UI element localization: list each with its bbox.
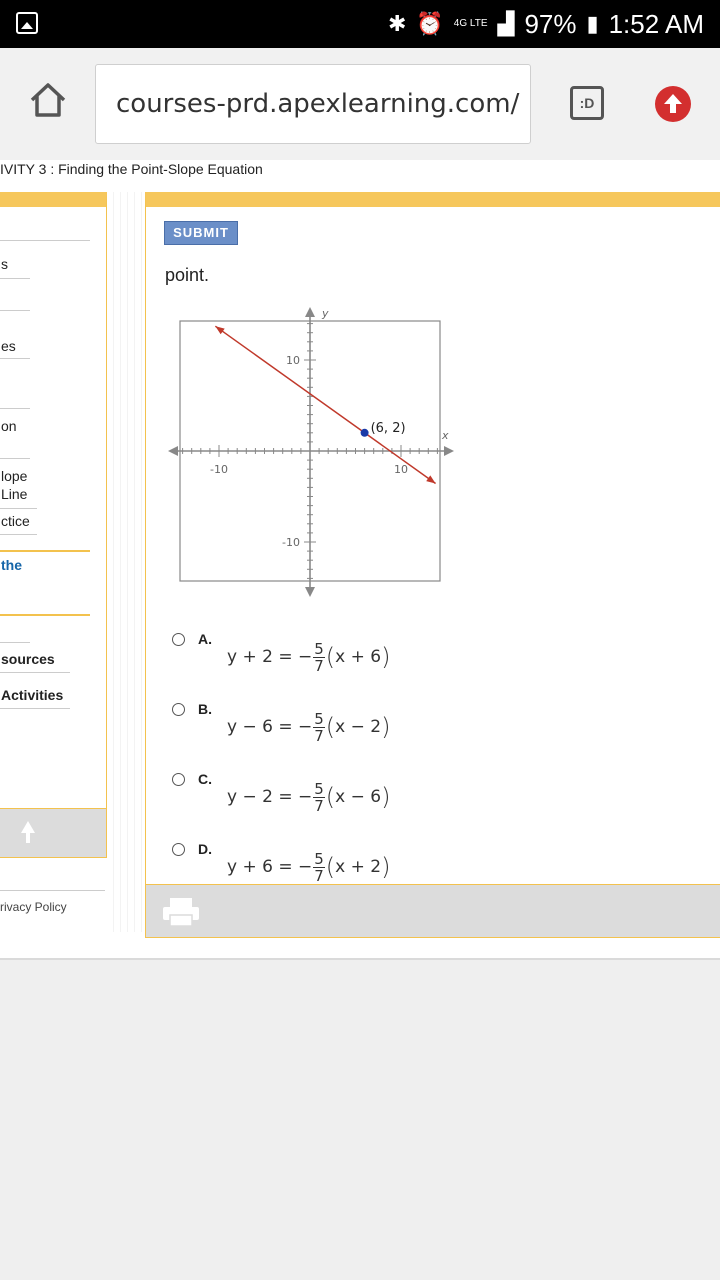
sidebar-item[interactable]: s [1,256,8,272]
clock: 1:52 AM [608,8,704,39]
status-bar [0,0,720,48]
home-icon[interactable] [28,80,68,120]
fraction-denominator: 7 [314,656,324,675]
option-letter: D. [198,841,212,857]
option-equation: y + 2 = − $\frac{5}{7}$ ( x + 6 ) [227,639,391,675]
sidebar-item-active[interactable]: the [1,557,22,573]
tabs-button[interactable]: :D [570,86,604,120]
question-panel [145,192,720,938]
eq-lhs: y − 2 = − [227,787,313,807]
fraction [313,851,325,884]
fraction [313,711,325,744]
y-tick-label: 10 [286,354,300,367]
option-equation: y − 6 = − $\frac{5}{7}$ ( x − 2 ) [227,709,391,745]
radio-button[interactable] [172,633,185,646]
x-tick-label: 10 [394,463,408,476]
radio-button[interactable] [172,843,185,856]
browser-toolbar [0,48,720,160]
eq-lhs: y + 2 = − [227,647,313,667]
layout-grid-background [107,192,145,932]
battery-percent: 97% [524,8,577,39]
eq-inner: x − 2 [335,717,382,737]
x-axis-arrow-left [168,446,178,456]
radio-button[interactable] [172,703,185,716]
plotted-point [361,429,369,437]
option-letter: C. [198,771,212,787]
option-equation: y − 2 = − $\frac{5}{7}$ ( x − 6 ) [227,779,391,815]
network-type: 4G LTE [453,18,488,29]
fraction-denominator: 7 [314,796,324,815]
answer-option-c[interactable] [172,771,492,821]
battery-icon: ▮ [586,11,599,36]
up-arrow-icon[interactable] [19,819,37,845]
y-axis-arrow-down [305,587,315,597]
fraction-numerator: 5 [314,779,324,798]
sidebar-item[interactable]: lope [1,468,28,484]
signal-icon: ▟ [497,11,515,36]
page-bottom-border [0,958,720,960]
point-label: (6, 2) [370,420,406,436]
option-equation: y + 6 = − $\frac{5}{7}$ ( x + 2 ) [227,849,391,885]
sidebar-item[interactable]: es [1,338,16,354]
fraction-numerator: 5 [314,849,324,868]
coordinate-graph [166,307,466,607]
eq-inner: x + 2 [335,857,382,877]
bluetooth-icon: ✱ [387,11,407,36]
radio-button[interactable] [172,773,185,786]
update-button[interactable] [655,86,691,122]
question-text: point. [165,265,210,285]
gallery-icon [16,12,38,34]
y-axis-label: y [322,307,329,320]
sidebar-footer [0,808,106,857]
answer-option-b[interactable] [172,701,492,751]
option-letter: B. [198,701,212,717]
sidebar-link-resources[interactable]: sources [1,651,55,667]
web-page [0,160,720,960]
arrow-up-icon [655,86,691,122]
eq-inner: x − 6 [335,787,382,807]
fraction-denominator: 7 [314,866,324,885]
lesson-sidebar [0,192,107,858]
url-bar[interactable] [95,64,531,144]
alarm-icon: ⏰ [416,11,444,36]
fraction-numerator: 5 [314,709,324,728]
x-tick-label: -10 [210,463,228,476]
panel-footer [146,884,720,937]
submit-button[interactable]: SUBMIT [164,221,238,245]
privacy-policy-link[interactable]: rivacy Policy [0,900,67,914]
y-axis-arrow-up [305,307,315,317]
answer-option-a[interactable] [172,631,492,681]
printer-icon[interactable] [162,897,200,927]
option-letter: A. [198,631,212,647]
sidebar-link-activities[interactable]: Activities [1,687,64,703]
sidebar-item[interactable]: on [1,418,17,434]
x-axis-arrow-right [444,446,454,456]
status-icons [388,8,704,40]
eq-lhs: y + 6 = − [227,857,313,877]
y-tick-label: -10 [282,536,300,549]
url-text: courses-prd.apexlearning.com/ [116,89,520,119]
eq-inner: x + 6 [335,647,382,667]
eq-lhs: y − 6 = − [227,717,313,737]
sidebar-item[interactable]: Line [1,486,28,502]
fraction [313,641,325,674]
sidebar-item[interactable]: ctice [1,513,30,529]
x-axis-label: x [442,429,449,442]
breadcrumb: IVITY 3 : Finding the Point-Slope Equation [0,161,263,177]
fraction [313,781,325,814]
fraction-numerator: 5 [314,639,324,658]
fraction-denominator: 7 [314,726,324,745]
